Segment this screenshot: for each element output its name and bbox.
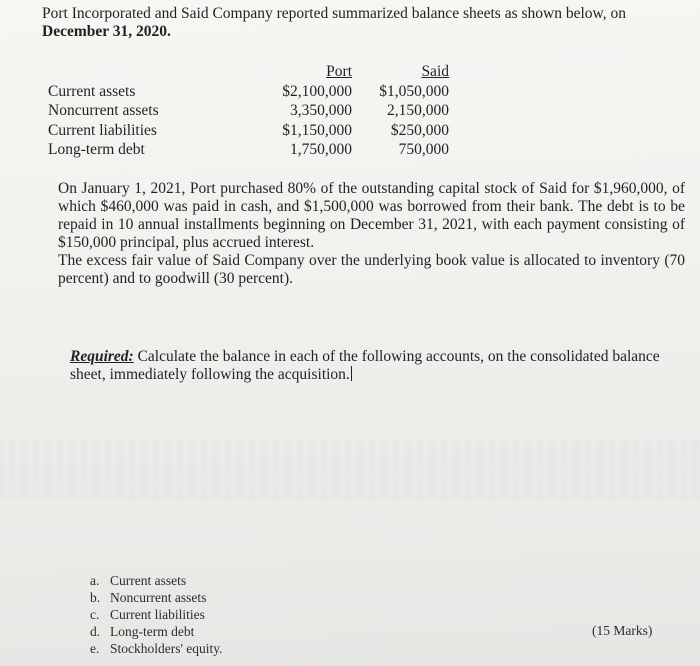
port-value: $1,150,000 (282, 121, 352, 139)
said-value: $1,050,000 (379, 82, 449, 100)
row-label: Long-term debt (48, 141, 145, 158)
row-label: Current liabilities (48, 121, 157, 139)
required-instruction (70, 348, 682, 384)
list-item (90, 640, 223, 657)
item-letter: c. (90, 607, 100, 622)
intro-paragraph (42, 5, 692, 41)
required-text: Calculate the balance in each of the following accounts, on the consolidated balance sheet, immediately following the acquisition. (70, 348, 660, 383)
item-letter: a. (90, 573, 100, 588)
item-text: Current assets (110, 573, 187, 588)
required-label: Required: (70, 348, 134, 365)
header-said: Said (421, 63, 449, 80)
table-row (48, 140, 449, 160)
header-blank (48, 62, 268, 82)
list-item (90, 606, 223, 623)
allocation-paragraph: The excess fair value of Said Company over the underlying book value is allocated to inventory (70 percent) and to goodwill (30 percent). (58, 252, 685, 287)
port-value: 1,750,000 (290, 141, 352, 158)
row-label: Noncurrent assets (48, 102, 159, 119)
item-letter: e. (90, 641, 100, 656)
item-text: Stockholders' equity. (110, 641, 223, 656)
parts-list (90, 572, 223, 657)
said-value: $250,000 (390, 121, 449, 139)
table-header-row (48, 62, 449, 82)
port-value: 3,350,000 (290, 102, 352, 119)
header-port: Port (326, 63, 352, 80)
list-item (90, 572, 223, 589)
item-letter: d. (90, 624, 101, 639)
list-item (90, 623, 223, 640)
paper-crease (0, 440, 700, 500)
table-row (48, 121, 449, 141)
intro-text: Port Incorporated and Said Company reported summarized balance sheets as shown below, on (42, 5, 626, 22)
table-row (48, 82, 449, 102)
list-item (90, 589, 223, 606)
marks-label: (15 Marks) (592, 623, 653, 638)
table-row (48, 101, 449, 121)
item-text: Current liabilities (110, 607, 205, 622)
port-value: $2,100,000 (282, 82, 352, 100)
item-letter: b. (90, 590, 101, 605)
acquisition-description (58, 180, 685, 288)
row-label: Current assets (48, 82, 136, 100)
acquisition-paragraph: On January 1, 2021, Port purchased 80% of the outstanding capital stock of Said for $1,960,000, of which $460,000 was paid in cash, and $1,500,000 was borrowed from their bank. The debt is to be repaid in 10 annual installments beginning on December 31, 2021, with each payment consisting of $150,000 principal, plus accrued interest. (58, 180, 685, 251)
item-text: Long-term debt (110, 624, 195, 639)
text-cursor (351, 366, 352, 381)
said-value: 2,150,000 (387, 102, 449, 119)
balance-sheet-table (48, 62, 449, 160)
intro-date: December 31, 2020. (42, 23, 171, 40)
item-text: Noncurrent assets (110, 590, 207, 605)
said-value: 750,000 (398, 141, 449, 158)
